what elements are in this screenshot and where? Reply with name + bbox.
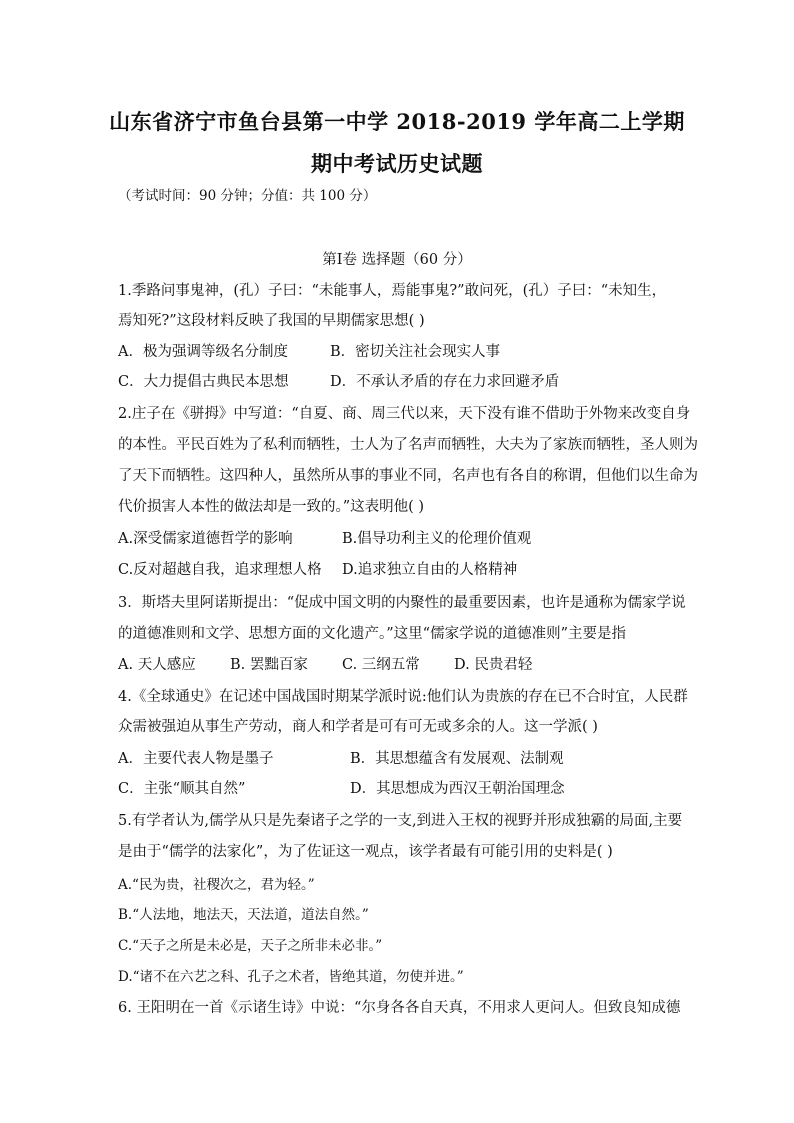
q3-option-b: B. 罢黜百家: [230, 657, 308, 673]
q5-option-c: C.“天子之所是未必是，天子之所非未必非。”: [118, 938, 383, 954]
q5-stem-line2: 是由于“儒学的法家化”，为了佐证这一观点，该学者最有可能引用的史料是( ): [118, 844, 613, 860]
q4-option-b: B．其思想蕴含有发展观、法制观: [350, 751, 564, 767]
q4-option-c: C．主张“顺其自然”: [118, 781, 246, 797]
q4-option-d: D．其思想成为西汉王朝治国理念: [350, 781, 565, 797]
q1-stem-line2: 焉知死?”这段材料反映了我国的早期儒家思想( ): [118, 313, 425, 329]
q1-stem-line1: 1.季路问事鬼神，(孔）子曰：“未能事人，焉能事鬼?”敢问死，(孔）子曰：“未知生，: [118, 283, 667, 299]
q4-stem-line1: 4.《全球通史》在记述中国战国时期某学派时说:他们认为贵族的存在已不合时宜，人民群: [118, 689, 688, 705]
section-title: 第Ⅰ卷 选择题（60 分）: [322, 252, 472, 268]
q3-stem-line2: 的道德准则和文学、思想方面的文化遗产。”这里“儒家学说的道德准则”主要是指: [118, 626, 626, 642]
q1-option-a: A．极为强调等级名分制度: [118, 344, 288, 360]
q5-option-b: B.“人法地，地法天，天法道，道法自然。”: [118, 907, 369, 923]
q2-stem-line2: 的本性。平民百姓为了私利而牺牲，士人为了名声而牺牲，大夫为了家族而牺牲，圣人则为: [118, 437, 698, 453]
q3-option-d: D. 民贵君轻: [454, 657, 533, 673]
q2-stem-line1: 2.庄子在《骈拇》中写道：“自夏、商、周三代以来，天下没有谁不借助于外物来改变自身: [118, 406, 691, 422]
q4-option-a: A．主要代表人物是墨子: [118, 751, 274, 767]
document-title-line2: 期中考试历史试题: [311, 151, 483, 176]
document-title-line1: 山东省济宁市鱼台县第一中学 2018-2019 学年高二上学期: [109, 109, 685, 134]
q4-stem-line2: 众需被强迫从事生产劳动，商人和学者是可有可无或多余的人。这一学派( ): [118, 719, 598, 735]
q6-stem-line1: 6. 王阳明在一首《示诸生诗》中说：“尔身各各自天真，不用求人更问人。但致良知成德: [118, 1000, 681, 1016]
q3-option-a: A. 天人感应: [118, 657, 196, 673]
q5-option-a: A.“民为贵，社稷次之，君为轻。”: [118, 877, 315, 893]
q2-stem-line3: 了天下而牺牲。这四种人，虽然所从事的事业不同，名声也有各自的称谓，但他们以生命为: [118, 468, 698, 484]
q2-option-d: D.追求独立自由的人格精神: [342, 562, 518, 578]
q1-option-b: B．密切关注社会现实人事: [330, 344, 501, 360]
q3-stem-line1: 3．斯塔夫里阿诺斯提出：“促成中国文明的内聚性的最重要因素，也许是通称为儒家学说: [118, 595, 686, 611]
q1-option-d: D．不承认矛盾的存在力求回避矛盾: [330, 374, 560, 390]
q2-stem-line4: 代价损害人本性的做法却是一致的。”这表明他( ): [118, 499, 425, 515]
exam-info: （考试时间：90 分钟；分值：共 100 分）: [118, 188, 377, 204]
q2-option-a: A.深受儒家道德哲学的影响: [118, 531, 293, 547]
q2-option-b: B.倡导功利主义的伦理价值观: [342, 531, 532, 547]
q1-option-c: C．大力提倡古典民本思想: [118, 374, 289, 390]
q2-option-c: C.反对超越自我，追求理想人格: [118, 562, 322, 578]
q5-option-d: D.“诸不在六艺之科、孔子之术者，皆绝其道，勿使并进。”: [118, 969, 464, 985]
q5-stem-line1: 5.有学者认为,儒学从只是先秦诸子之学的一支,到进入王权的视野并形成独霸的局面,主要: [118, 813, 683, 829]
q3-option-c: C. 三纲五常: [342, 657, 420, 673]
